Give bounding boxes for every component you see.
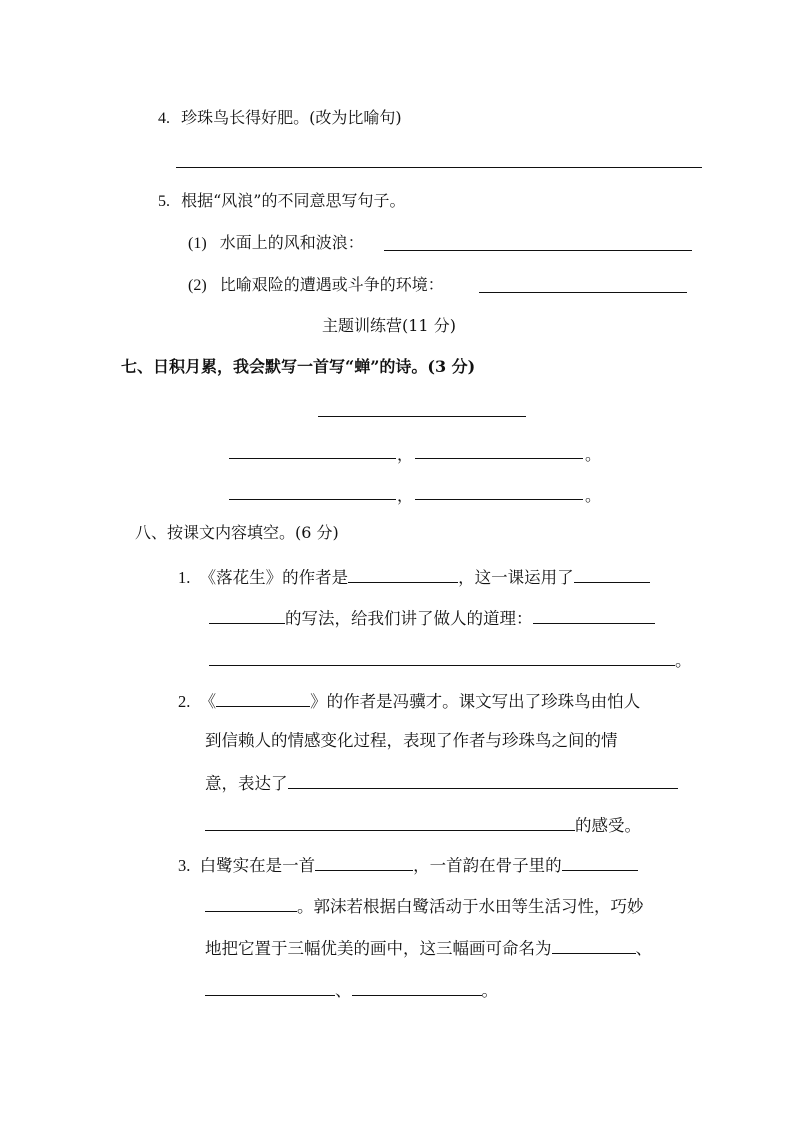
q5-sub2-answer-line[interactable] <box>479 292 687 293</box>
q5-sub2-number: (2) <box>188 277 207 294</box>
s8-item2-text-a: 《 <box>199 692 217 711</box>
item1-method-blank-b[interactable] <box>209 606 285 624</box>
poem-line2-blank-a[interactable] <box>229 499 396 500</box>
s8-item2-line1 <box>178 689 640 713</box>
q4-line <box>158 107 402 130</box>
item2-title-blank[interactable] <box>216 689 310 707</box>
s8-item2-text-b: 》的作者是冯骥才。课文写出了珍珠鸟由怕人 <box>310 692 641 711</box>
poem-line1-period: 。 <box>585 445 602 464</box>
s8-item3-text-e: 、 <box>635 939 652 958</box>
s8-item1-text-a: 《落花生》的作者是 <box>199 568 349 587</box>
s8-item1-line2 <box>209 606 655 630</box>
s8-item3-text-b: ，一首韵在骨子里的 <box>413 856 562 875</box>
s8-item3-line4 <box>205 978 498 1002</box>
section8-title: 八、按课文内容填空。(6 分) <box>135 523 339 542</box>
s8-item3-text-g: 。 <box>481 981 498 1000</box>
item2-feeling-blank-b[interactable] <box>205 813 575 831</box>
s8-item2-line4 <box>205 813 641 837</box>
section7-title: 七、日积月累，我会默写一首写“蝉”的诗。(3 分) <box>121 357 476 376</box>
s8-item2-number: 2. <box>178 692 191 711</box>
s8-item2-text-e: 的感受。 <box>575 816 641 835</box>
q5-line <box>158 190 405 213</box>
poem-line2-comma: ， <box>397 486 414 505</box>
s8-item2-line3 <box>205 771 678 795</box>
s8-item1-number: 1. <box>178 568 191 587</box>
item1-method-blank-a[interactable] <box>574 565 650 583</box>
item1-truth-blank-a[interactable] <box>533 606 655 624</box>
s8-item1-text-c: 的写法，给我们讲了做人的道理： <box>285 609 533 628</box>
q4-number: 4. <box>158 110 170 127</box>
s8-item3-number: 3. <box>178 856 191 875</box>
q5-sub2-text: 比喻艰险的遭遇或斗争的环境： <box>219 275 444 294</box>
q4-answer-line[interactable] <box>176 167 702 168</box>
poem-line2-blank-b[interactable] <box>415 499 583 500</box>
item3-rhyme-blank-b[interactable] <box>205 894 297 912</box>
poem-line1-blank-b[interactable] <box>415 458 583 459</box>
item1-truth-blank-b[interactable] <box>209 648 675 666</box>
item3-rhyme-blank-a[interactable] <box>562 853 638 871</box>
q5-sub2-line <box>188 274 444 297</box>
poem-line1-comma: ， <box>397 445 414 464</box>
section-title: 主题训练营(11 分) <box>322 316 456 335</box>
s8-item2-text-d: 意，表达了 <box>205 774 288 793</box>
s8-item3-text-f: 、 <box>335 981 352 1000</box>
q5-number: 5. <box>158 193 170 210</box>
item3-painting3-blank[interactable] <box>352 978 482 996</box>
s8-item1-line3 <box>209 648 692 672</box>
s8-item3-text-c: 。郭沫若根据白鹭活动于水田等生活习性，巧妙 <box>297 897 644 916</box>
s8-item3-text-a: 白鹭实在是一首 <box>199 856 316 875</box>
poem-title-blank[interactable] <box>318 416 526 417</box>
s8-item3-line2 <box>205 894 644 918</box>
s8-item1-line1 <box>178 565 650 589</box>
item3-painting2-blank[interactable] <box>205 978 335 996</box>
s8-item1-text-b: ，这一课运用了 <box>458 568 574 587</box>
poem-line2-period: 。 <box>585 486 602 505</box>
q5-sub1-answer-line[interactable] <box>384 250 692 251</box>
q4-text: 珍珠鸟长得好肥。(改为比喻句) <box>181 108 402 127</box>
s8-item2-line2: 到信赖人的情感变化过程，表现了作者与珍珠鸟之间的情 <box>205 731 618 750</box>
item2-feeling-blank-a[interactable] <box>288 771 678 789</box>
s8-item3-text-d: 地把它置于三幅优美的画中，这三幅画可命名为 <box>205 939 552 958</box>
poem-line1-blank-a[interactable] <box>229 458 396 459</box>
s8-item1-text-d: 。 <box>675 651 692 670</box>
q5-text: 根据“风浪”的不同意思写句子。 <box>181 191 406 210</box>
item3-poem-blank[interactable] <box>315 853 413 871</box>
q5-sub1-number: (1) <box>188 235 207 252</box>
q5-sub1-text: 水面上的风和波浪： <box>219 233 364 252</box>
s8-item3-line3 <box>205 936 652 960</box>
s8-item3-line1 <box>178 853 638 877</box>
item3-painting1-blank[interactable] <box>552 936 636 954</box>
item1-author-blank[interactable] <box>348 565 458 583</box>
q5-sub1-line <box>188 232 364 255</box>
